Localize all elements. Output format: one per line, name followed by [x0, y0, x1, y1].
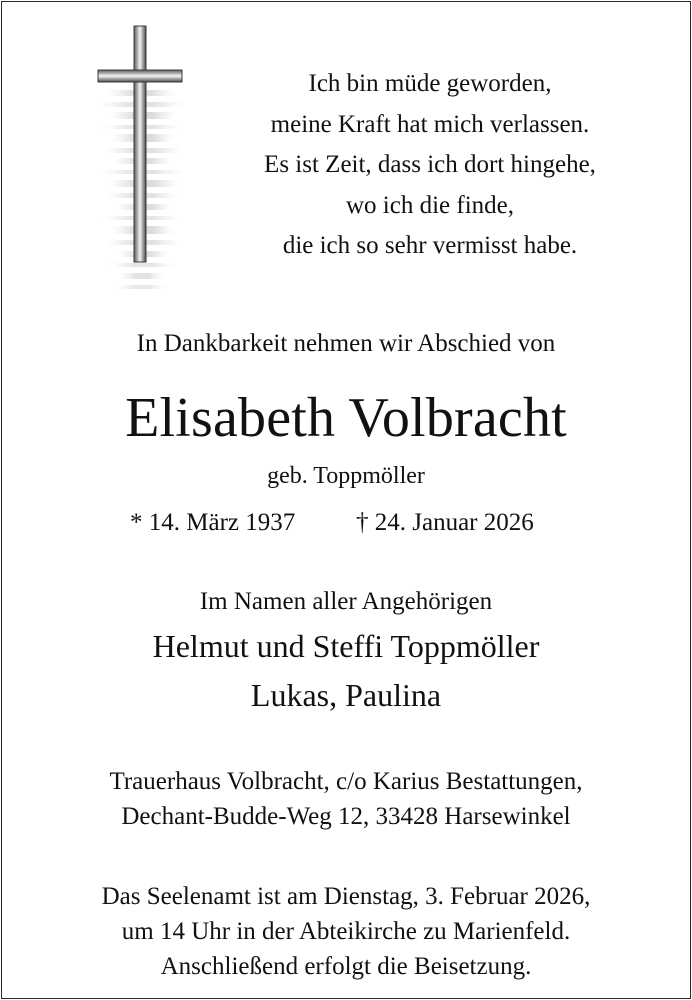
maiden-name: geb. Toppmöller: [267, 463, 425, 489]
poem-line: Es ist Zeit, dass ich dort hingehe,: [264, 151, 596, 178]
address-line: Trauerhaus Volbracht, c/o Karius Bestattungen,: [109, 768, 583, 795]
mourners-line: Lukas, Paulina: [250, 677, 442, 713]
farewell-intro: In Dankbarkeit nehmen wir Abschied von: [136, 330, 556, 357]
poem-line: Ich bin müde geworden,: [308, 70, 552, 97]
birth-date: * 14. März 1937: [130, 509, 296, 536]
poem-line: die ich so sehr vermisst habe.: [282, 232, 578, 259]
death-date: † 24. Januar 2026: [356, 509, 534, 536]
address-line: Dechant-Budde-Weg 12, 33428 Harsewinkel: [121, 803, 571, 830]
poem-line: wo ich die finde,: [345, 191, 514, 219]
service-line: um 14 Uhr in der Abteikirche zu Marienfeld.: [121, 918, 571, 945]
cross-icon: [88, 22, 198, 302]
mourners-intro: Im Namen aller Angehörigen: [199, 588, 493, 615]
service-line: Das Seelenamt ist am Dienstag, 3. Februar 2026,: [101, 883, 591, 910]
deceased-name: Elisabeth Volbracht: [125, 387, 567, 449]
service-line: Anschließend erfolgt die Beisetzung.: [160, 953, 532, 980]
mourners-line: Helmut und Steffi Toppmöller: [152, 628, 540, 664]
poem: [230, 64, 630, 267]
poem-line: meine Kraft hat mich verlassen.: [270, 110, 590, 138]
